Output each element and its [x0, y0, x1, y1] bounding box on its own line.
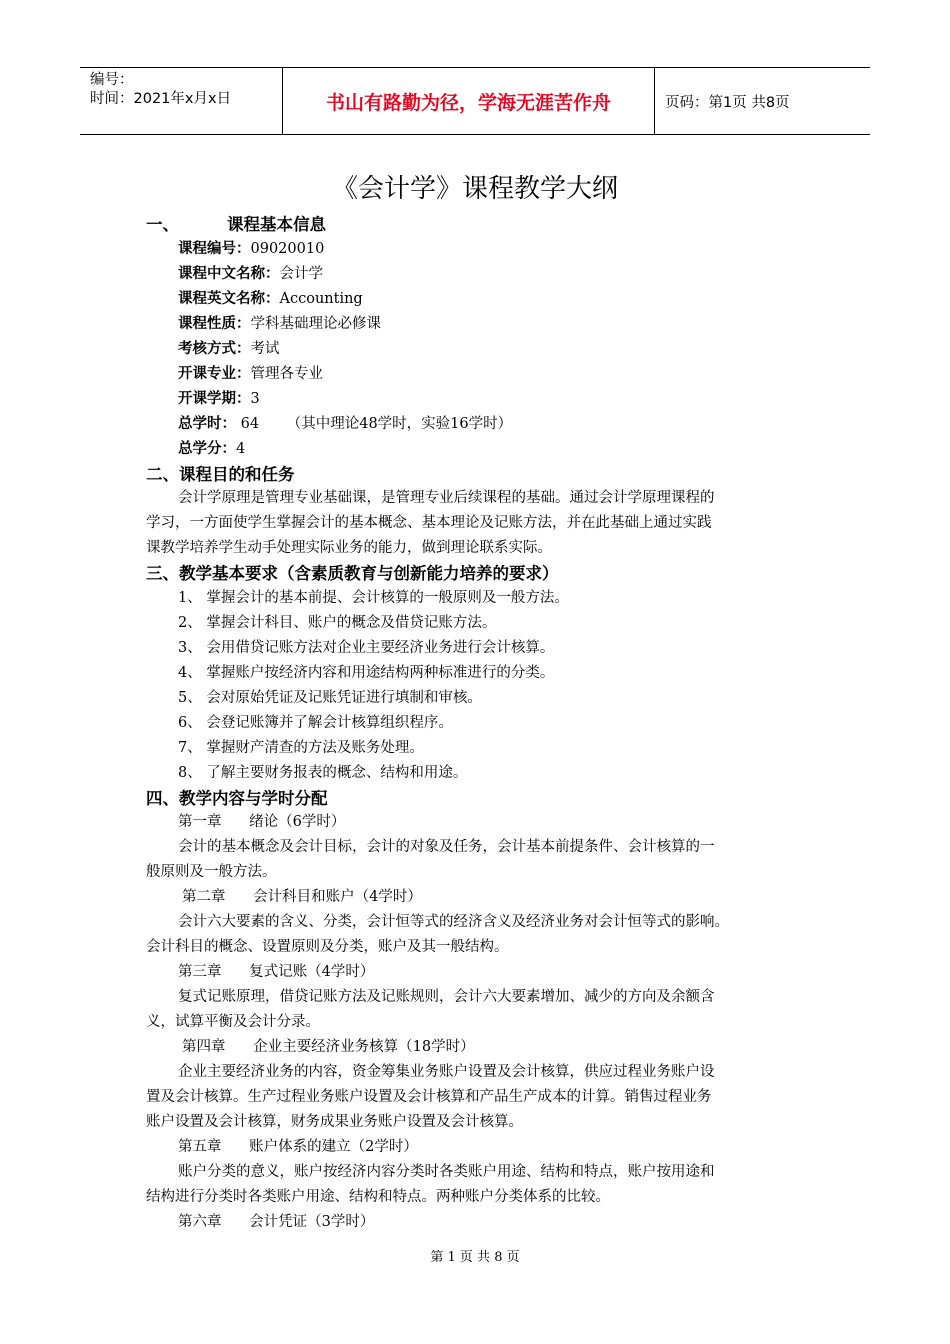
- paragraph-line: 会计的基本概念及会计目标，会计的对象及任务，会计基本前提条件、会计核算的一: [178, 839, 715, 855]
- info-row: 总学时： 64 （其中理论48学时，实验16学时）: [178, 416, 513, 432]
- list-item: 3、 会用借贷记账方法对企业主要经济业务进行会计核算。: [178, 640, 555, 656]
- paragraph-line: 企业主要经济业务的内容，资金筹集业务账户设置及会计核算，供应过程业务账户设: [178, 1064, 715, 1080]
- info-row: 课程性质：学科基础理论必修课: [178, 316, 381, 332]
- info-row: 总学分：4: [178, 441, 246, 457]
- paragraph-line: 学习，一方面使学生掌握会计的基本概念、基本理论及记账方法，并在此基础上通过实践: [146, 515, 712, 531]
- info-row: 课程英文名称：Accounting: [178, 291, 363, 307]
- paragraph-line: 复式记账原理，借贷记账方法及记账规则，会计六大要素增加、减少的方向及余额含: [178, 989, 715, 1005]
- paragraph-line: 账户分类的意义，账户按经济内容分类时各类账户用途、结构和特点，账户按用途和: [178, 1164, 715, 1180]
- paragraph-line: 般原则及一般方法。: [146, 864, 277, 880]
- paragraph-line: 会计学原理是管理专业基础课，是管理专业后续课程的基础。通过会计学原理课程的: [178, 490, 715, 506]
- chapter-title: 第五章 账户体系的建立（2学时）: [178, 1139, 418, 1155]
- section4-heading: 四、教学内容与学时分配: [146, 789, 328, 808]
- info-row: 开课学期：3: [178, 391, 260, 407]
- header-motto: 书山有路勤为径，学海无涯苦作舟: [283, 68, 655, 134]
- chapter-title: 第六章 会计凭证（3学时）: [178, 1214, 375, 1230]
- list-item: 5、 会对原始凭证及记账凭证进行填制和审核。: [178, 690, 482, 706]
- page-footer: 第 1 页 共 8 页: [430, 1250, 520, 1265]
- chapter-title: 第四章 企业主要经济业务核算（18学时）: [182, 1039, 475, 1055]
- section1-heading-num: 一、: [146, 215, 179, 234]
- list-item: 8、 了解主要财务报表的概念、结构和用途。: [178, 765, 468, 781]
- paragraph-line: 会计六大要素的含义、分类，会计恒等式的经济含义及经济业务对会计恒等式的影响。: [178, 914, 729, 930]
- info-row: 课程中文名称：会计学: [178, 266, 323, 282]
- section1-heading: [146, 211, 326, 235]
- list-item: 1、 掌握会计的基本前提、会计核算的一般原则及一般方法。: [178, 590, 569, 606]
- header-page-label: 页码：第1页 共8页: [665, 94, 790, 111]
- section2-heading: 二、课程目的和任务: [146, 465, 295, 484]
- page-title: 《会计学》课程教学大纲: [331, 174, 618, 204]
- doc-number-label: 编号：: [90, 72, 134, 88]
- paragraph-line: 账户设置及会计核算，财务成果业务账户设置及会计核算。: [146, 1114, 523, 1130]
- paragraph-line: 会计科目的概念、设置原则及分类，账户及其一般结构。: [146, 939, 509, 955]
- info-row: 课程编号：09020010: [178, 241, 325, 257]
- section3-heading: 三、教学基本要求（含素质教育与创新能力培养的要求）: [146, 564, 559, 583]
- chapter-title: 第一章 绪论（6学时）: [178, 814, 346, 830]
- list-item: 2、 掌握会计科目、账户的概念及借贷记账方法。: [178, 615, 497, 631]
- list-item: 6、 会登记账簿并了解会计核算组织程序。: [178, 715, 453, 731]
- chapter-title: 第三章 复式记账（4学时）: [178, 964, 375, 980]
- paragraph-line: 结构进行分类时各类账户用途、结构和特点。两种账户分类体系的比较。: [146, 1189, 610, 1205]
- info-row: 开课专业：管理各专业: [178, 366, 323, 382]
- list-item: 4、 掌握账户按经济内容和用途结构两种标准进行的分类。: [178, 665, 555, 681]
- header-table: [80, 67, 870, 135]
- section1-heading-text: 课程基本信息: [227, 215, 326, 234]
- header-info-cell: [80, 68, 283, 134]
- list-item: 7、 掌握财产清查的方法及账务处理。: [178, 740, 424, 756]
- chapter-title: 第二章 会计科目和账户（4学时）: [182, 889, 422, 905]
- paragraph-line: 置及会计核算。生产过程业务账户设置及会计核算和产品生产成本的计算。销售过程业务: [146, 1089, 712, 1105]
- paragraph-line: 课教学培养学生动手处理实际业务的能力，做到理论联系实际。: [146, 540, 552, 556]
- paragraph-line: 义，试算平衡及会计分录。: [146, 1014, 320, 1030]
- info-row: 考核方式：考试: [178, 341, 280, 357]
- doc-date-label: 时间：2021年x月x日: [90, 91, 232, 107]
